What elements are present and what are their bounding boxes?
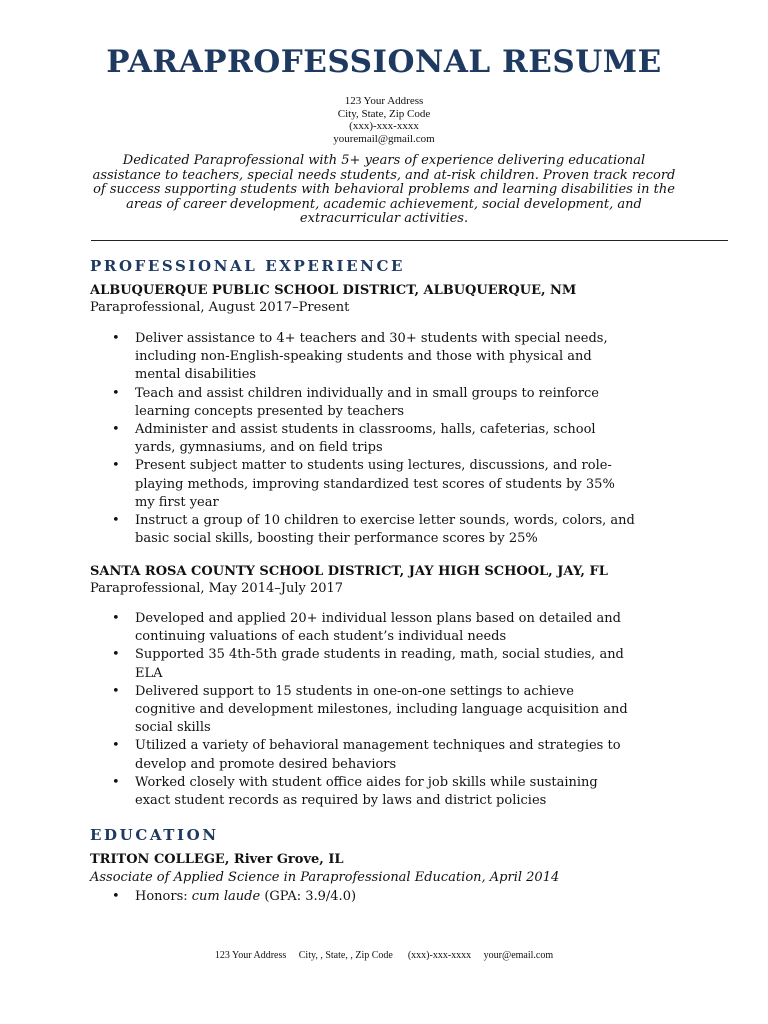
list-item: • Administer and assist students in classrooms, halls, cafeterias, school yards, gymnasiums, and on field trips (0, 421, 635, 457)
page-footer: 123 Your Address City, , State, , Zip Code (xxx)-xxx-xxxx your@email.com (214, 950, 554, 961)
header-divider (91, 240, 728, 241)
education-school: TRITON COLLEGE, River Grove, IL (90, 852, 344, 867)
job-1-role: Paraprofessional, August 2017–Present (90, 300, 350, 315)
list-item: • Deliver assistance to 4+ teachers and 30+ students with special needs, including non-English-speaking students and those with physical and mental disabilities (0, 330, 635, 385)
job-1-bullets (0, 330, 768, 548)
education-bullets (0, 888, 768, 906)
contact-phone: (xxx)-xxx-xxxx (349, 120, 419, 132)
job-1-employer: ALBUQUERQUE PUBLIC SCHOOL DISTRICT, ALBUQUERQUE, NM (90, 283, 577, 298)
job-2-role: Paraprofessional, May 2014–July 2017 (90, 581, 344, 596)
job-2-bullets (0, 610, 768, 810)
list-item: • Utilized a variety of behavioral management techniques and strategies to develop and promote desired behaviors (0, 737, 635, 773)
experience-heading: PROFESSIONAL EXPERIENCE (90, 257, 406, 275)
list-item: • Worked closely with student office aides for job skills while sustaining exact student records as required by laws and district policies (0, 774, 635, 810)
honors-value: cum laude (191, 889, 261, 904)
list-item: • Supported 35 4th-5th grade students in reading, math, social studies, and ELA (0, 646, 635, 682)
honors-label: Honors: (135, 889, 192, 904)
contact-block (0, 95, 768, 145)
summary-paragraph: Dedicated Paraprofessional with 5+ years of experience delivering educational assistance to teachers, special needs students, and at-risk children. Proven track record of success supporting students with behavioral problems and learning disabilities in the areas of career development, academic achievement, social development, and extracurricular activities. (92, 153, 676, 226)
contact-email: youremail@gmail.com (333, 132, 435, 145)
resume-title: PARAPROFESSIONAL RESUME (106, 44, 662, 80)
honors-item (0, 888, 635, 906)
list-item: • Present subject matter to students using lectures, discussions, and role-playing methods, improving standardized test scores of students by 35% my first year (0, 457, 635, 512)
contact-city-state-zip: City, State, Zip Code (337, 107, 431, 120)
list-item: • Developed and applied 20+ individual lesson plans based on detailed and continuing valuations of each student’s individual needs (0, 610, 635, 646)
contact-address: 123 Your Address (344, 95, 424, 107)
education-heading: EDUCATION (90, 826, 219, 844)
list-item: • Teach and assist children individually and in small groups to reinforce learning concepts presented by teachers (0, 385, 635, 421)
list-item: • Delivered support to 15 students in one-on-one settings to achieve cognitive and development milestones, including language acquisition and social skills (0, 683, 635, 738)
education-degree: Associate of Applied Science in Paraprofessional Education, April 2014 (90, 870, 560, 885)
list-item: • Instruct a group of 10 children to exercise letter sounds, words, colors, and basic social skills, boosting their performance scores by 25% (0, 512, 635, 548)
job-2-employer: SANTA ROSA COUNTY SCHOOL DISTRICT, JAY HIGH SCHOOL, JAY, FL (90, 564, 608, 579)
honors-gpa: (GPA: 3.9/4.0) (260, 889, 357, 904)
